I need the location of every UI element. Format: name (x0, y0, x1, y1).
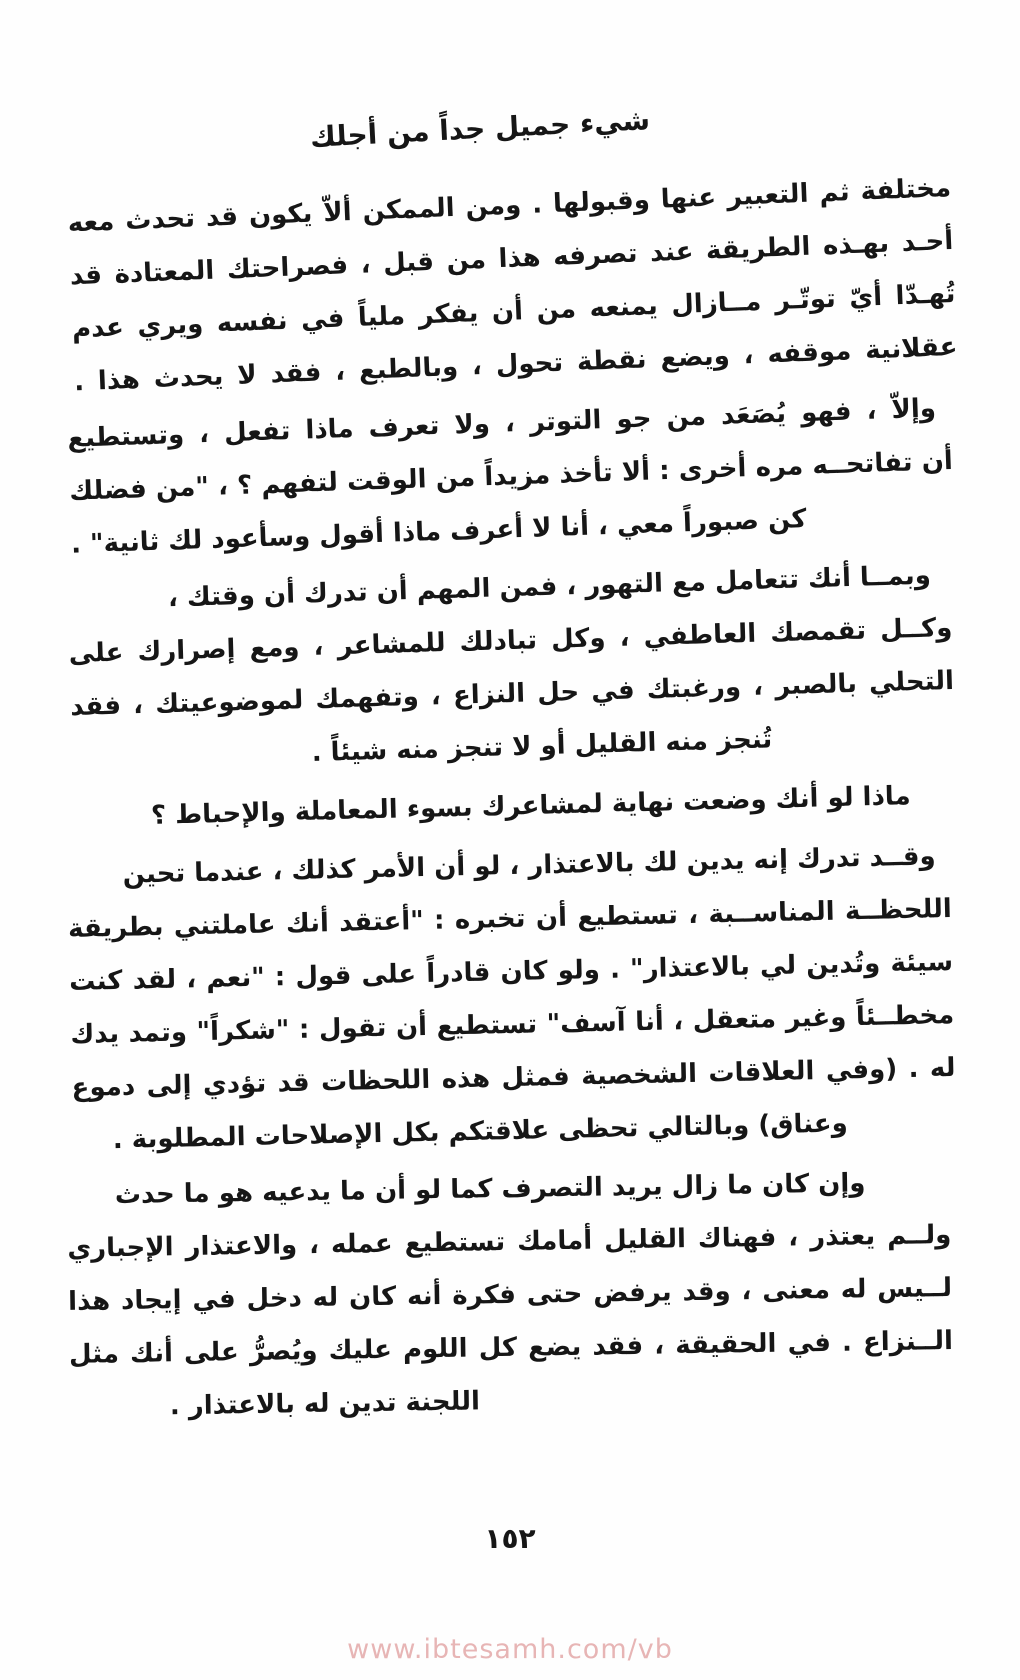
text-line: لــيس له معنى ، وقد يرفض حتى فكرة أنه كان له دخل في إيجاد هذا (67, 1272, 953, 1317)
text-line: اللحظــة المناســبة ، تستطيع أن تخبره : "أعتقد أنك عاملتني بطريقة (67, 893, 953, 945)
watermark-url: www.ibtesamh.com/vb (347, 1634, 673, 1665)
text-line: وقــد تدرك إنه يدين لك بالاعتذار ، لو أن الأمر كذلك ، عندما تحين (122, 841, 936, 890)
text-line: وعناق) وبالتالي تحظى علاقتكم بكل الإصلاحات المطلوبة . (112, 1108, 849, 1156)
text-line: التحلي بالصبر ، ورغبتك في حل النزاع ، وتفهمك لموضوعيتك ، فقد (69, 665, 955, 723)
text-line: تُهـدّا أيّ توتّـر مــازال يمنعه من أن يفكر ملياً في نفسه ويري عدم (71, 278, 956, 345)
text-line: وإلاّ ، فهو يُصَعَد من جو التوتر ، ولا تعرف ماذا تفعل ، وتستطيع (66, 393, 937, 454)
text-line: اللجنة تدين له بالاعتذار . (169, 1386, 481, 1422)
text-line: أن تفاتحــه مره أخرى : ألا تأخذ مزيداً من الوقت لتفهم ؟ ، "من فضلك (68, 445, 954, 507)
text-line: تُنجز منه القليل أو لا تنجز منه شيئاً . (311, 724, 773, 769)
text-line: مختلفة ثم التعبير عنها وقبولها . ومن الممكن ألاّ يكون قد تحدث معه (67, 172, 952, 239)
text-line: الــنزاع . في الحقيقة ، فقد يضع كل اللوم عليك ويُصرُّ على أنك مثل (68, 1325, 954, 1370)
text-line: كن صبوراً معي ، أنا لا أعرف ماذا أقول وسأعود لك ثانية" . (70, 504, 807, 560)
page-body-text (66, 162, 959, 1429)
text-line: عقلانية موقفه ، ويضع نقطة تحول ، وبالطبع ، فقد لا يحدث هذا . (73, 331, 959, 398)
paragraph (67, 162, 959, 409)
chapter-title: شيء جميل جداً من أجلك (309, 103, 651, 154)
text-line: وبمــا أنك تتعامل مع التهور ، فمن المهم أن تدرك أن وقتك ، (167, 560, 932, 614)
paragraph (66, 1156, 954, 1435)
text-line: له . (وفي العلاقات الشخصية فمثل هذه اللحظات قد تؤدي إلى دموع (71, 1052, 956, 1103)
page-number: ١٥٢ (484, 1522, 536, 1555)
text-line: وكــل تقمصك العاطفي ، وكل تبادلك للمشاعر ، ومع إصرارك على (68, 612, 953, 670)
text-line: ماذا لو أنك وضعت نهاية لمشاعرك بسوء المعاملة والإحباط ؟ (150, 781, 912, 831)
paragraph (67, 382, 956, 572)
paragraph (66, 830, 957, 1168)
text-line: ولــم يعتذر ، فهناك القليل أمامك تستطيع عمله ، والاعتذار الإجباري (67, 1219, 952, 1264)
text-line: وإن كان ما زال يريد التصرف كما لو أن ما يدعيه هو ما حدث (114, 1168, 866, 1211)
text-line: أحـد بهـذه الطريقة عند تصرفه هذا من قبل ، فصراحتك المعتادة قد (69, 225, 954, 292)
text-line: سيئة وتُدين لي بالاعتذار" . ولو كان قادراً على قول : "نعم ، لقد كنت (68, 946, 954, 998)
paragraph (66, 549, 956, 787)
text-line: مخطــئاً وغير متعقل ، أنا آسف" تستطيع أن تقول : "شكراً" وتمد يدك (70, 999, 955, 1051)
